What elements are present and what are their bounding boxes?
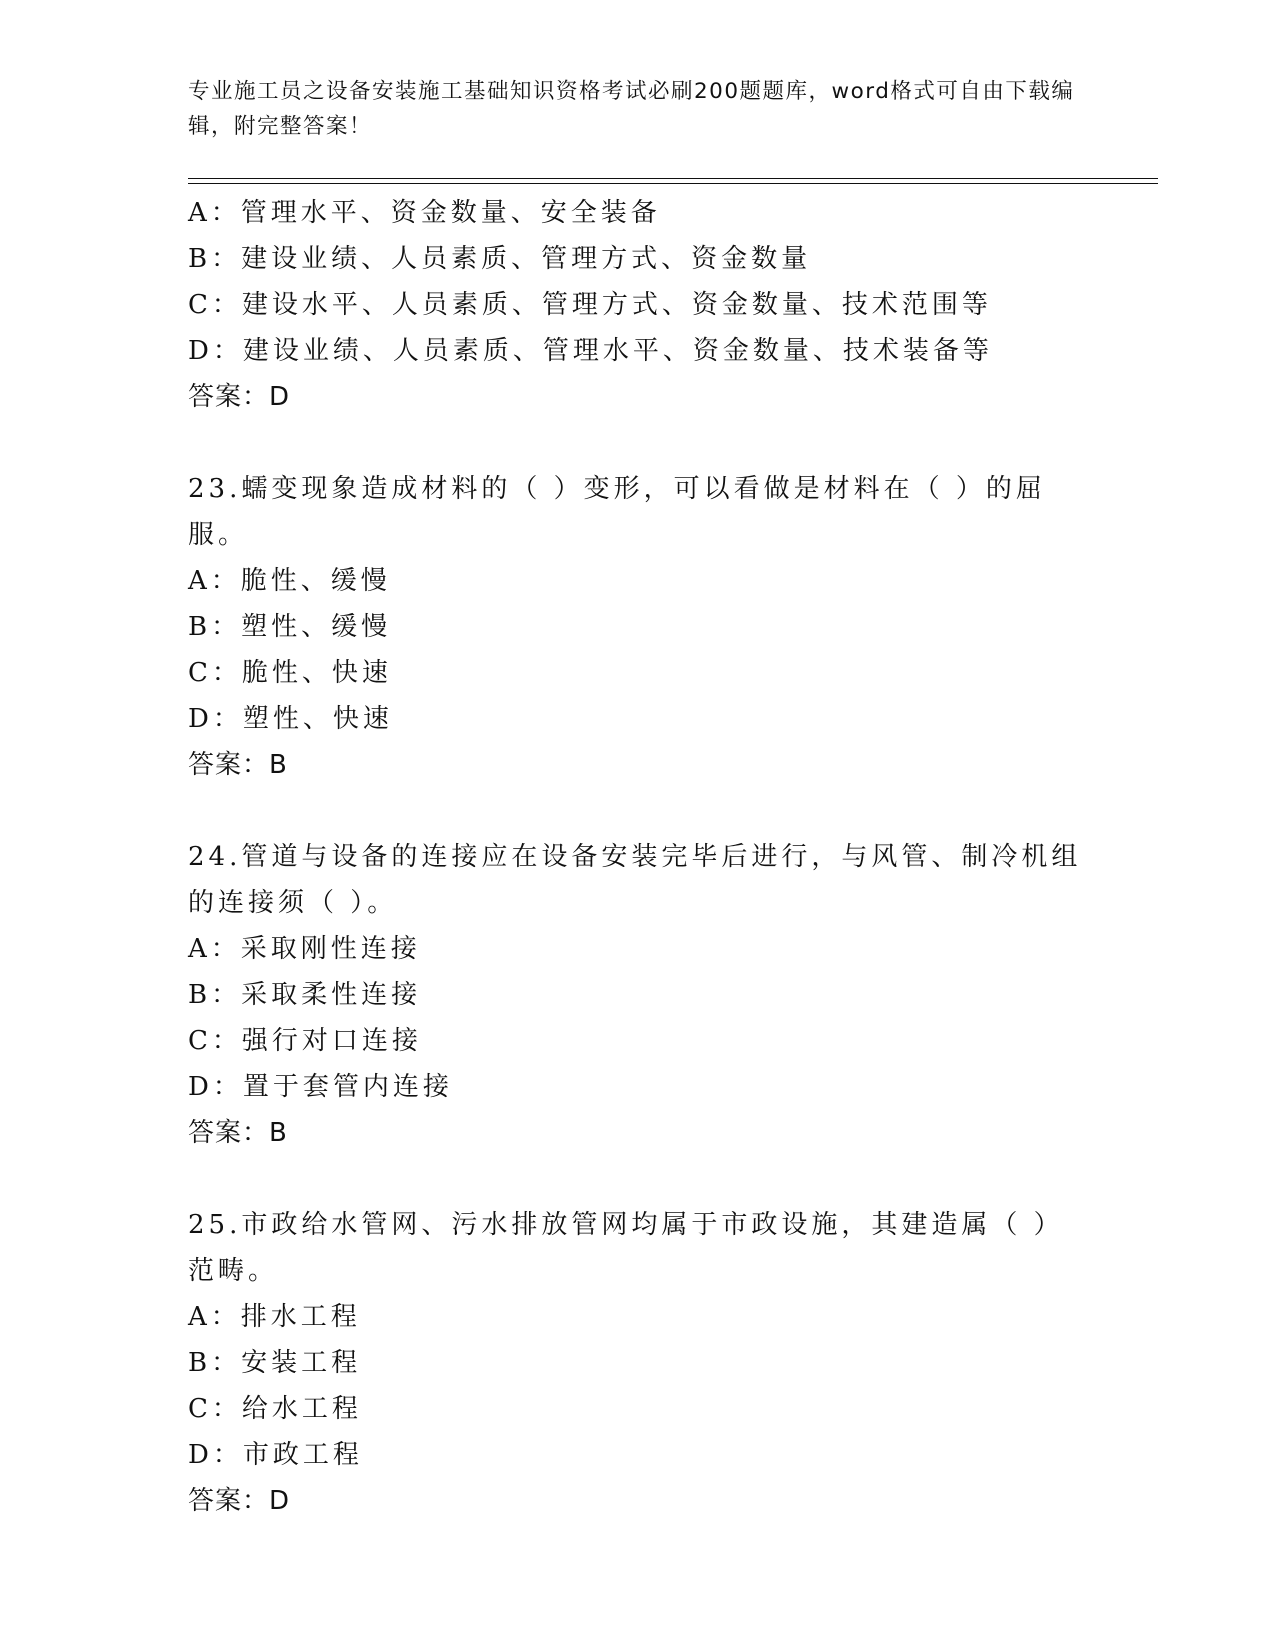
answer: 答案：D [188,382,291,412]
document-header: 专业施工员之设备安装施工基础知识资格考试必刷200题题库，word格式可自由下载编辑，附完整答案！ [188,79,1075,139]
header-divider-top [188,178,1158,179]
option-b: B：安装工程 [188,1348,362,1378]
option-d: D：建设业绩、人员素质、管理水平、资金数量、技术装备等 [188,336,993,366]
question-partial [188,190,1088,420]
answer: 答案：B [188,750,288,780]
answer: 答案：B [188,1118,288,1148]
option-b: B：塑性、缓慢 [188,612,392,642]
option-a: A：排水工程 [188,1302,361,1332]
option-a: A：脆性、缓慢 [188,566,391,596]
option-a: A：管理水平、资金数量、安全装备 [188,198,661,228]
question-stem: 25.市政给水管网、污水排放管网均属于市政设施，其建造属（ ）范畴。 [188,1210,1064,1286]
option-d: D：市政工程 [188,1440,363,1470]
question-25 [188,1202,1088,1524]
option-c: C：给水工程 [188,1394,362,1424]
option-c: C：强行对口连接 [188,1026,422,1056]
option-b: B：建设业绩、人员素质、管理方式、资金数量 [188,244,812,274]
option-c: C：建设水平、人员素质、管理方式、资金数量、技术范围等 [188,290,992,320]
question-23 [188,466,1088,788]
question-stem: 23.蠕变现象造成材料的（ ）变形，可以看做是材料在（ ）的屈服。 [188,474,1046,550]
question-list [188,190,1088,1570]
option-a: A：采取刚性连接 [188,934,421,964]
question-stem: 24.管道与设备的连接应在设备安装完毕后进行，与风管、制冷机组的连接须（ ）。 [188,842,1082,918]
option-d: D：塑性、快速 [188,704,393,734]
option-d: D：置于套管内连接 [188,1072,453,1102]
header-divider-bottom [188,183,1158,184]
option-b: B：采取柔性连接 [188,980,422,1010]
question-24 [188,834,1088,1156]
answer: 答案：D [188,1486,291,1516]
option-c: C：脆性、快速 [188,658,392,688]
